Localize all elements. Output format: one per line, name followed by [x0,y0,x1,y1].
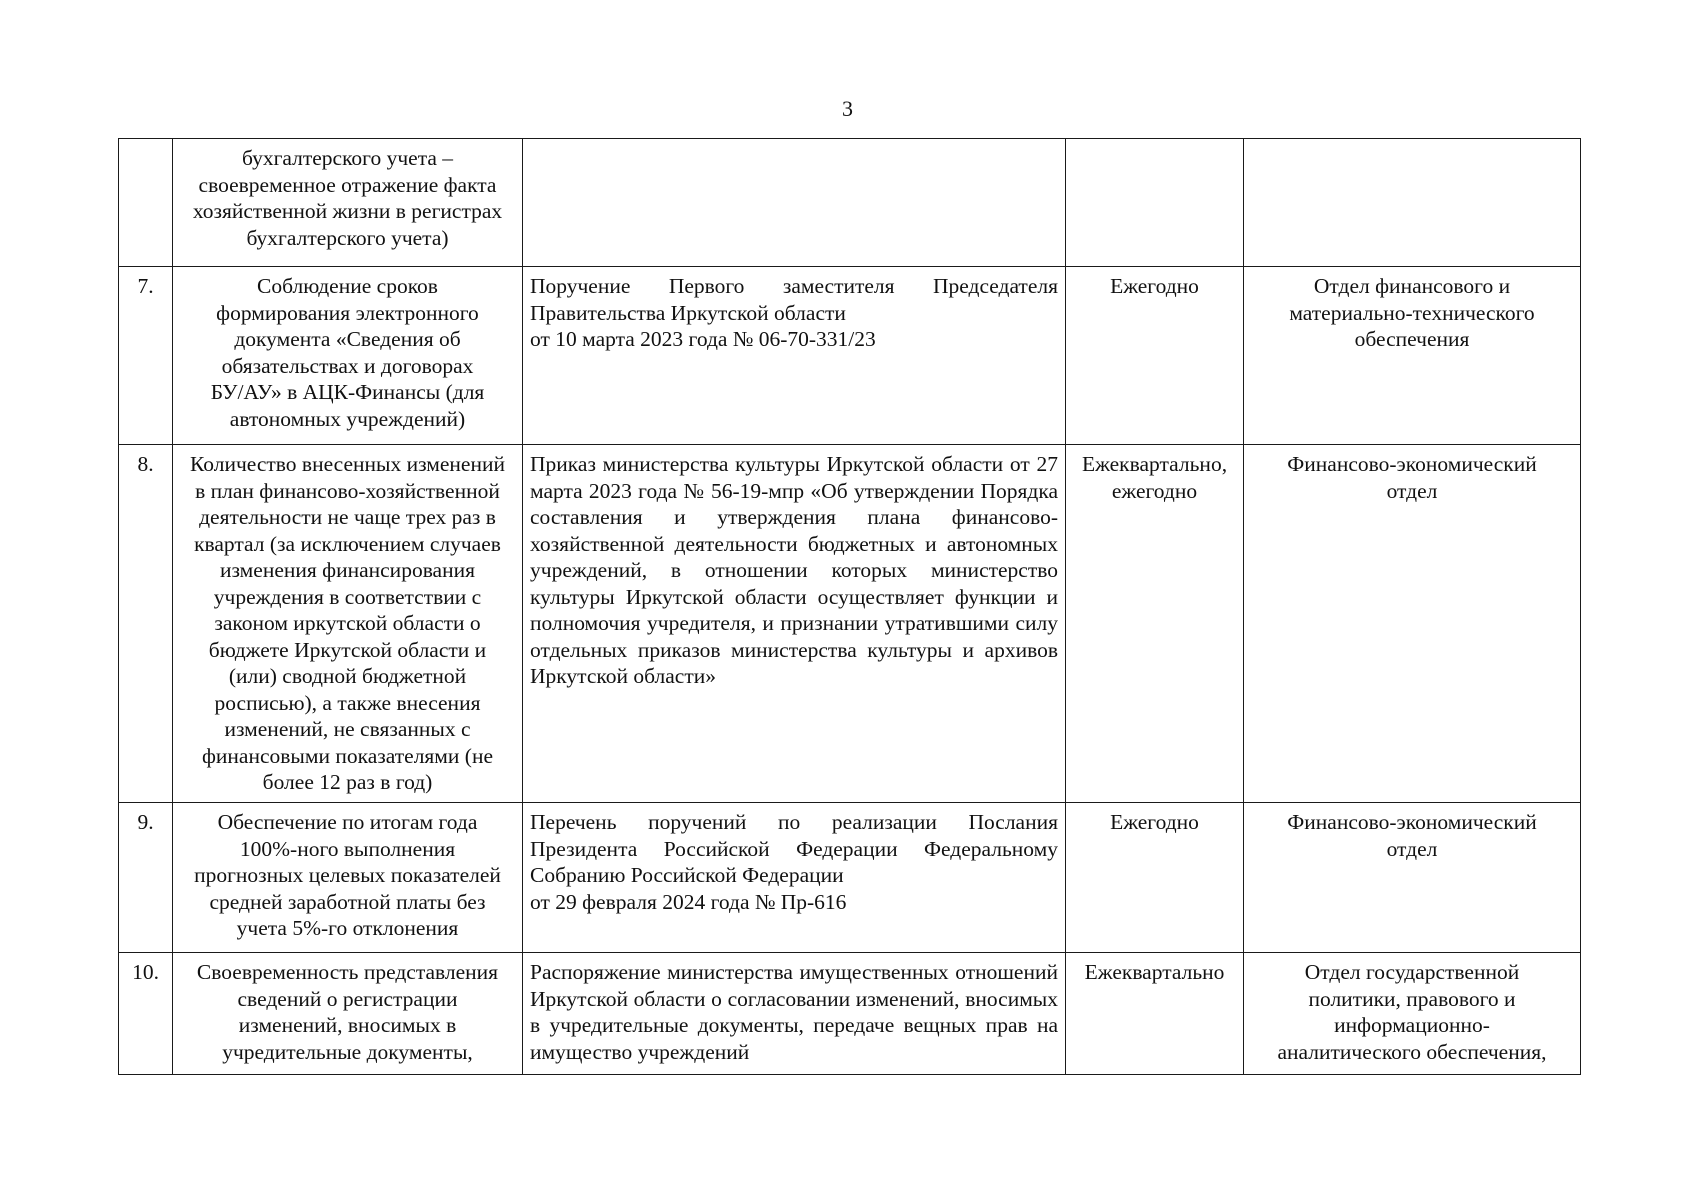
period-cell: Ежегодно [1066,267,1244,445]
department-cell: Финансово-экономический отдел [1244,803,1581,953]
row-number: 10. [119,953,173,1075]
indicators-table [118,138,1581,1075]
indicator-cell: Соблюдение сроков формирования электронного документа «Сведения об обязательствах и договорах БУ/АУ» в АЦК-Финансы (для автономных учреждений) [173,267,523,445]
basis-cell: Перечень поручений по реализации Послания Президента Российской Федерации Федеральному Собранию Российской Федерации от 29 февраля 2024 года № Пр-616 [523,803,1066,953]
table-row [119,803,1581,953]
indicator-cell: бухгалтерского учета – своевременное отражение факта хозяйственной жизни в регистрах бухгалтерского учета) [173,139,523,267]
basis-cell: Распоряжение министерства имущественных отношений Иркутской области о согласовании изменений, вносимых в учредительные документы, передаче вещных прав на имущество учреждений [523,953,1066,1075]
basis-cell: Поручение Первого заместителя Председателя Правительства Иркутской области от 10 марта 2023 года № 06-70-331/23 [523,267,1066,445]
period-cell: Ежегодно [1066,803,1244,953]
period-cell [1066,139,1244,267]
table-row [119,953,1581,1075]
basis-cell: Приказ министерства культуры Иркутской области от 27 марта 2023 года № 56-19-мпр «Об утверждении Порядка составления и утверждения плана финансово-хозяйственной деятельности бюджетных и автономных учреждений, в отношении которых министерство культуры Иркутской области осуществляет функции и полномочия учредителя, и признании утратившими силу отдельных приказов министерства культуры и архивов Иркутской области» [523,445,1066,803]
table-row [119,267,1581,445]
indicator-cell: Обеспечение по итогам года 100%-ного выполнения прогнозных целевых показателей средней заработной платы без учета 5%-го отклонения [173,803,523,953]
indicator-cell: Количество внесенных изменений в план финансово-хозяйственной деятельности не чаще трех раз в квартал (за исключением случаев изменения финансирования учреждения в соответствии с законом иркутской области о бюджете Иркутской области и (или) сводной бюджетной росписью), а также внесения изменений, не связанных с финансовыми показателями (не более 12 раз в год) [173,445,523,803]
indicator-cell: Своевременность представления сведений о регистрации изменений, вносимых в учредительные документы, [173,953,523,1075]
page-number: 3 [842,96,853,121]
department-cell: Финансово-экономический отдел [1244,445,1581,803]
row-number: 7. [119,267,173,445]
row-number [119,139,173,267]
period-cell: Ежеквартально [1066,953,1244,1075]
department-cell [1244,139,1581,267]
table-row [119,139,1581,267]
basis-cell [523,139,1066,267]
table-row [119,445,1581,803]
department-cell: Отдел финансового и материально-технического обеспечения [1244,267,1581,445]
department-cell: Отдел государственной политики, правового и информационно- аналитического обеспечения, [1244,953,1581,1075]
period-cell: Ежеквартально, ежегодно [1066,445,1244,803]
row-number: 8. [119,445,173,803]
row-number: 9. [119,803,173,953]
